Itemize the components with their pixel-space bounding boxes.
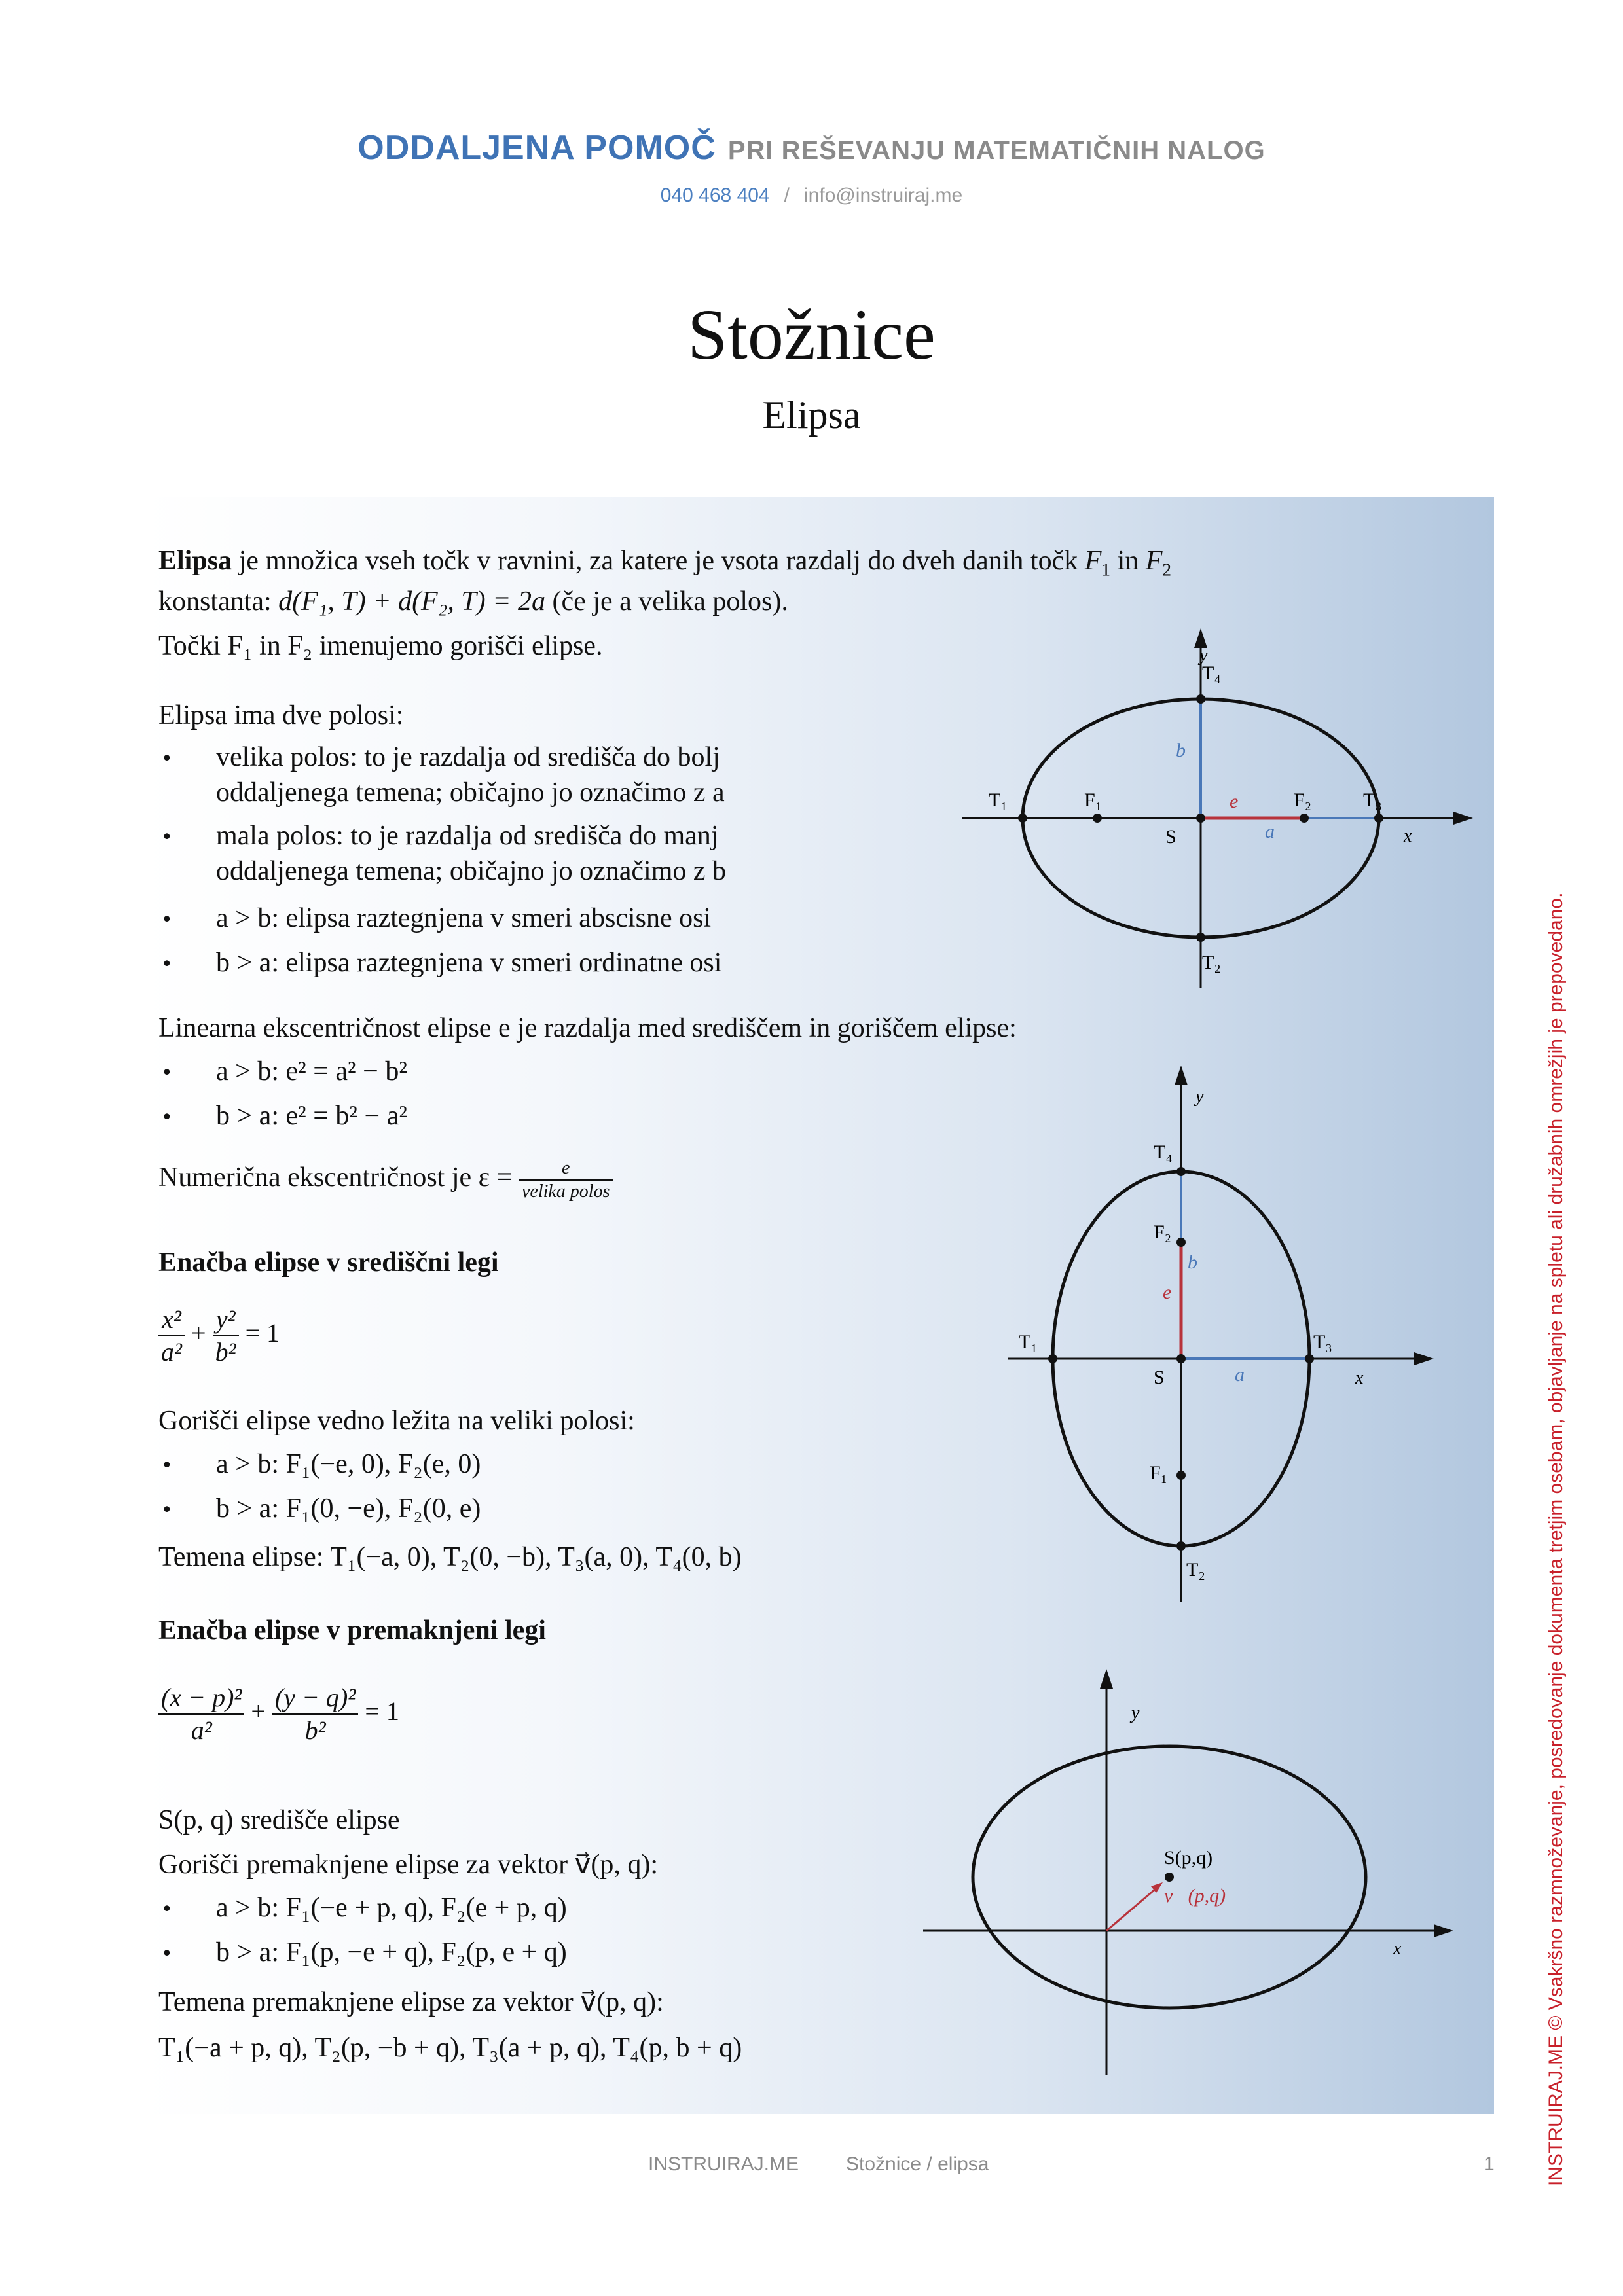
shifted-heading: Enačba elipse v premaknjeni legi	[158, 1615, 546, 1645]
eq-y-num: y²	[213, 1304, 239, 1336]
label-f2: F₂	[1154, 1221, 1172, 1243]
shifted-center: S(p, q) središče elipse	[158, 1805, 400, 1835]
email-address: info@instruiraj.me	[803, 185, 963, 206]
label-x: x	[1393, 1939, 1402, 1959]
polosi-item: oddaljenega temena; običajno jo označimo z a	[216, 778, 725, 808]
shifted-foci-item: a > b: F₁(−e + p, q), F₂(e + p, q)	[216, 1893, 567, 1923]
bullet-icon: •	[161, 1943, 173, 1965]
linear-item: a > b: e² = a² − b²	[216, 1056, 407, 1086]
label-b: b	[1188, 1251, 1197, 1273]
frac-y	[213, 1304, 239, 1368]
point-t1	[1048, 1354, 1057, 1363]
label-y: y	[1199, 645, 1208, 666]
bullet-icon: •	[161, 1454, 173, 1477]
point-s	[1196, 814, 1205, 823]
central-foci-item: a > b: F₁(−e, 0), F₂(e, 0)	[216, 1449, 481, 1479]
definition-line2	[158, 585, 788, 618]
eq-x-num: x²	[158, 1304, 185, 1336]
numeric-fraction	[519, 1157, 613, 1202]
eq-y-den: b²	[215, 1337, 236, 1367]
label-y: y	[1195, 1086, 1204, 1107]
bullet-icon: •	[161, 826, 173, 849]
bullet-icon: •	[161, 1062, 173, 1085]
frac-y-shifted	[272, 1682, 358, 1746]
footer-page-number: 1	[1484, 2153, 1495, 2175]
point-s	[1176, 1354, 1186, 1363]
point-t1	[1018, 814, 1027, 823]
numeric-eccentricity	[158, 1157, 613, 1202]
point-t3	[1374, 814, 1383, 823]
label-b: b	[1176, 740, 1186, 761]
point-f1	[1176, 1471, 1186, 1480]
definition-term: Elipsa	[158, 546, 232, 576]
shifted-eq-y-num: (y − q)²	[272, 1682, 358, 1715]
point-t4	[1176, 1167, 1186, 1176]
numeric-den: velika polos	[521, 1181, 610, 1202]
shifted-vertices: T₁(−a + p, q), T₂(p, −b + q), T₃(a + p, q), T₄(p, b + q)	[158, 2033, 742, 2063]
point-t4	[1196, 694, 1205, 704]
label-t4: T₄	[1202, 662, 1221, 684]
shifted-eq-x-num: (x − p)²	[158, 1682, 244, 1715]
shifted-eq-rhs: = 1	[365, 1696, 399, 1727]
label-x: x	[1404, 826, 1412, 846]
label-t4: T₄	[1154, 1141, 1173, 1163]
label-s: S	[1165, 826, 1176, 848]
label-t2: T₂	[1202, 952, 1221, 973]
shifted-equation	[158, 1682, 399, 1746]
frac-x	[158, 1304, 185, 1368]
eq-rhs: = 1	[245, 1318, 280, 1348]
point-t3	[1305, 1354, 1314, 1363]
label-f1: F₁	[1150, 1462, 1168, 1484]
shifted-foci-intro: Gorišči premaknjene elipse za vektor v⃗(p, q):	[158, 1850, 659, 1880]
eq-x-den: a²	[161, 1337, 182, 1367]
bullet-icon: •	[161, 747, 173, 770]
header-sub: PRI REŠEVANJU MATEMATIČNIH NALOG	[727, 136, 1266, 165]
page-subtitle: Elipsa	[762, 393, 861, 437]
central-foci-intro: Gorišči elipse vedno ležita na veliki polosi:	[158, 1406, 635, 1436]
central-vertices: Temena elipse: T₁(−a, 0), T₂(0, −b), T₃(a, 0), T₄(0, b)	[158, 1542, 742, 1572]
central-foci-item: b > a: F₁(0, −e), F₂(0, e)	[216, 1494, 481, 1524]
x-axis-arrow-icon	[1414, 1352, 1434, 1365]
point-f1	[1093, 814, 1102, 823]
label-y: y	[1131, 1703, 1140, 1723]
numeric-prefix: Numerična ekscentričnost je ε =	[158, 1162, 519, 1193]
definition-text: je množica vseh točk v ravnini, za katere je vsota razdalj do dveh danih točk	[232, 546, 1085, 576]
definition-formula: d(F₁, T) + d(F₂, T) = 2a	[278, 586, 545, 617]
polosi-intro: Elipsa ima dve polosi:	[158, 700, 404, 730]
phone-number: 040 468 404	[660, 185, 770, 206]
label-f2: F₂	[1294, 789, 1312, 811]
definition-line1: Elipsa je množica vseh točk v ravnini, za katere je vsota razdalj do dveh danih točk $F_1$ in $F_2$	[158, 546, 1172, 580]
polosi-item: mala polos: to je razdalja od središča do manj	[216, 821, 719, 851]
contact-line	[0, 185, 1623, 207]
bullet-icon: •	[161, 1898, 173, 1921]
vector-v	[1106, 1885, 1160, 1931]
label-a: a	[1265, 821, 1275, 842]
bullet-icon: •	[161, 1499, 173, 1522]
central-heading: Enačba elipse v središčni legi	[158, 1247, 499, 1278]
label-a: a	[1235, 1364, 1245, 1386]
label-f1: F₁	[1084, 789, 1103, 811]
shifted-eq-y-den: b²	[304, 1715, 326, 1745]
shifted-eq-x-den: a²	[191, 1715, 212, 1745]
label-e: e	[1230, 791, 1239, 812]
page-title: Stožnice	[687, 295, 936, 374]
bullet-icon: •	[161, 908, 173, 931]
x-axis-arrow-icon	[1453, 812, 1473, 825]
label-t3: T₃	[1313, 1331, 1332, 1353]
point-f2	[1300, 814, 1309, 823]
contact-separator: /	[784, 185, 790, 206]
header-banner	[0, 128, 1623, 168]
definition-line3: Točki F₁ in F₂ imenujemo gorišči elipse.	[158, 631, 603, 661]
diagram-horizontal-ellipse	[956, 628, 1480, 995]
polosi-item: b > a: elipsa raztegnjena v smeri ordinatne osi	[216, 948, 722, 978]
diagram-shifted-ellipse	[917, 1662, 1467, 2081]
x-axis-arrow-icon	[1434, 1924, 1453, 1937]
point-s	[1165, 1873, 1174, 1882]
linear-intro: Linearna ekscentričnost elipse e je razdalja med središčem in goriščem elipse:	[158, 1013, 1017, 1043]
eq-plus: +	[191, 1318, 206, 1348]
y-axis-arrow-icon	[1100, 1669, 1113, 1689]
label-t3: T₃	[1363, 789, 1382, 811]
label-t1: T₁	[1019, 1331, 1038, 1353]
header-main: ODDALJENA POMOČ	[357, 129, 716, 167]
polosi-item: oddaljenega temena; običajno jo označimo z b	[216, 856, 727, 886]
central-equation	[158, 1304, 280, 1368]
label-x: x	[1355, 1368, 1364, 1388]
label-t1: T₁	[989, 789, 1008, 811]
legal-notice: INSTRUIRAJ.ME © Vsakršno razmnoževanje, posredovanje dokumenta tretjim osebam, objavljanje na spletu ali družabnih omrežjih je prepovedano.	[1545, 892, 1567, 2186]
bullet-icon: •	[161, 1106, 173, 1129]
footer-topic: Stožnice / elipsa	[846, 2153, 989, 2175]
shifted-foci-item: b > a: F₁(p, −e + q), F₂(p, e + q)	[216, 1937, 567, 1967]
definition-line2-prefix: konstanta:	[158, 586, 279, 617]
numeric-num: e	[519, 1157, 613, 1181]
definition-line2-suffix: (če je a velika polos).	[545, 586, 788, 617]
label-v: v⃗(p,q)	[1164, 1885, 1226, 1907]
y-axis-arrow-icon	[1175, 1066, 1188, 1085]
label-t2: T₂	[1186, 1559, 1205, 1581]
label-s: S(p,q)	[1164, 1847, 1213, 1869]
linear-item: b > a: e² = b² − a²	[216, 1101, 407, 1131]
label-s: S	[1154, 1367, 1165, 1388]
bullet-icon: •	[161, 953, 173, 976]
point-f2	[1176, 1238, 1186, 1247]
point-t2	[1176, 1541, 1186, 1551]
polosi-item: a > b: elipsa raztegnjena v smeri abscisne osi	[216, 903, 712, 933]
diagram-vertical-ellipse	[1002, 1066, 1434, 1609]
polosi-item: velika polos: to je razdalja od središča do bolj	[216, 742, 720, 772]
frac-x-shifted	[158, 1682, 244, 1746]
point-t2	[1196, 933, 1205, 942]
footer-brand: INSTRUIRAJ.ME	[648, 2153, 799, 2175]
shifted-vertices-intro: Temena premaknjene elipse za vektor v⃗(p, q):	[158, 1987, 664, 2017]
shifted-eq-plus: +	[251, 1696, 266, 1727]
label-e: e	[1163, 1282, 1172, 1303]
